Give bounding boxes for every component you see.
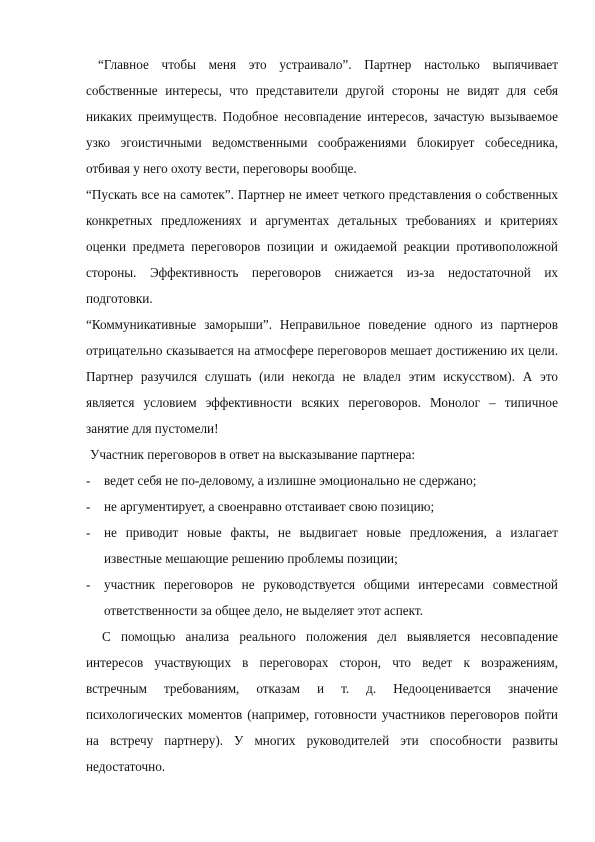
paragraph-closing-analysis: С помощью анализа реального положения дел выявляется несовпадение интересов участвующих в переговорах сторон, что ведет к возражениям, встречным требованиям, отказам и т. д. Недооценивается значение психологических моментов (например, готовности участников переговоров пойти на встречу партнеру). У многих руководителей эти способности развиты недостаточно. (86, 629, 558, 774)
list-item-text: участник переговоров не руководствуется общими интересами совместной ответственности за общее дело, не выделяет этот аспект. (104, 577, 558, 618)
list-dash-marker: - (86, 499, 91, 514)
paragraph-participant-response: Участник переговоров в ответ на высказывание партнера: (90, 447, 416, 462)
list-item-text: ведет себя не по-деловому, а излишне эмоционально не сдержано; (104, 473, 477, 488)
paragraph-let-it-slide: “Пускать все на самотек”. Партнер не имеет четкого представления о собственных конкретных предложениях и аргументах детальных требованиях и критериях оценки предмета переговоров позиции и ожидаемой реакции противоположной стороны. Эффективность переговоров снижается из-за недостаточной их подготовки. (86, 187, 558, 306)
list-dash-marker: - (86, 473, 91, 488)
list-item (86, 494, 558, 520)
list-item (86, 572, 558, 624)
list-item (86, 520, 558, 572)
document-body (86, 52, 558, 780)
paragraph-main-interest: “Главное чтобы меня это устраивало”. Партнер настолько выпячивает собственные интересы, что представители другой стороны не видят для себя никаких преимуществ. Подобное несовпадение интересов, зачастую вызываемое узко эгоистичными ведомственными соображениями блокирует собеседника, отбивая у него охоту вести, переговоры вообще. (86, 57, 558, 176)
response-list (86, 468, 558, 624)
list-dash-marker: - (86, 525, 91, 540)
list-item (86, 468, 558, 494)
list-dash-marker: - (86, 577, 91, 592)
list-item-text: не приводит новые факты, не выдвигает новые предложения, а излагает известные мешающие решению проблемы позиции; (104, 525, 558, 566)
paragraph-communicative: “Коммуникативные заморыши”. Неправильное поведение одного из партнеров отрицательно сказывается на атмосфере переговоров мешает достижению их цели. Партнер разучился слушать (или некогда не владел этим искусством). А это является условием эффективности всяких переговоров. Монолог – типичное занятие для пустомели! (86, 317, 558, 436)
list-item-text: не аргументирует, а своенравно отстаивает свою позицию; (104, 499, 435, 514)
